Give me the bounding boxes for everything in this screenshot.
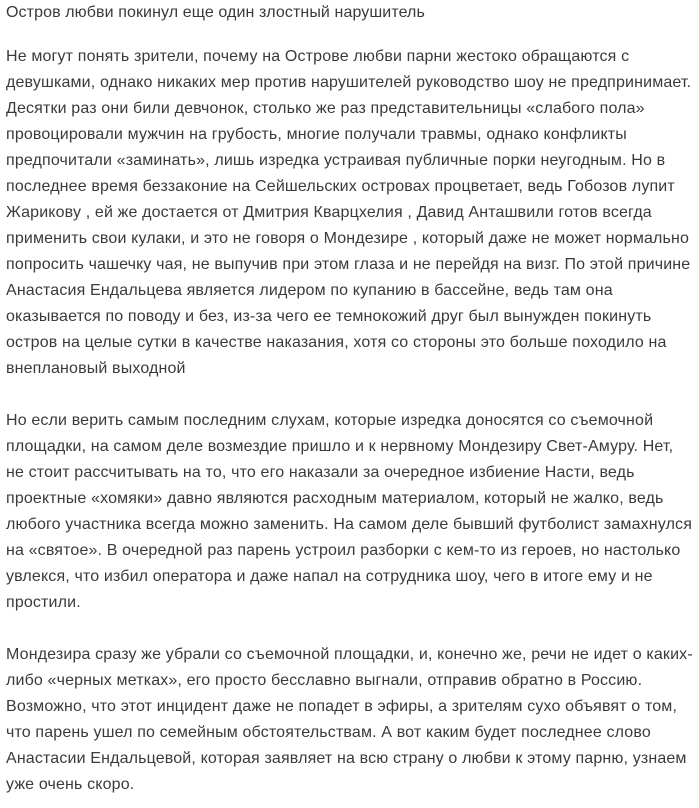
article-title: Остров любви покинул еще один злостный нарушитель (6, 4, 425, 21)
article-body (6, 0, 694, 798)
article-paragraph-2: Но если верить самым последним слухам, которые изредка доносятся со съемочной площадки, на самом деле возмездие пришло и к нервному Мондезиру Свет-Амуру. Нет, не стоит рассчитывать на то, что его наказали за очередное избиение Насти, ведь проектные «хомяки» давно являются расходным материалом, который не жалко, ведь любого участника всегда можно заменить. На самом деле бывший футболист замахнулся на «святое». В очередной раз парень устроил разборки с кем-то из героев, но настолько увлекся, что избил оператора и даже напал на сотрудника шоу, чего в итоге ему и не простили. (6, 412, 693, 611)
article-paragraph-3: Мондезира сразу же убрали со съемочной площадки, и, конечно же, речи не идет о каких-либо «черных метках», его просто бесславно выгнали, отправив обратно в Россию. Возможно, что этот инцидент даже не попадет в эфиры, а зрителям сухо объявят о том, что парень ушел по семейным обстоятельствам. А вот каким будет последнее слово Анастасии Ендальцевой, которая заявляет на всю страну о любви к этому парню, узнаем уже очень скоро. (6, 646, 693, 793)
article-paragraph-1: Не могут понять зрители, почему на Острове любви парни жестоко обращаются с девушками, однако никаких мер против нарушителей руководство шоу не предпринимает. Десятки раз они били девчонок, столько же раз представительницы «слабого пола» провоцировали мужчин на грубость, многие получали травмы, однако конфликты предпочитали «заминать», лишь изредка устраивая публичные порки неугодным. Но в последнее время беззаконие на Сейшельских островах процветает, ведь Гобозов лупит Жарикову , ей же достается от Дмитрия Кварцхелия , Давид Анташвили готов всегда применить свои кулаки, и это не говоря о Мондезире , который даже не может нормально попросить чашечку чая, не выпучив при этом глаза и не перейдя на визг. По этой причине Анастасия Ендальцева является лидером по купанию в бассейне, ведь там она оказывается по поводу и без, из-за чего ее темнокожий друг был вынужден покинуть остров на целые сутки в качестве наказания, хотя со стороны это больше походило на внеплановый выходной (6, 48, 692, 377)
